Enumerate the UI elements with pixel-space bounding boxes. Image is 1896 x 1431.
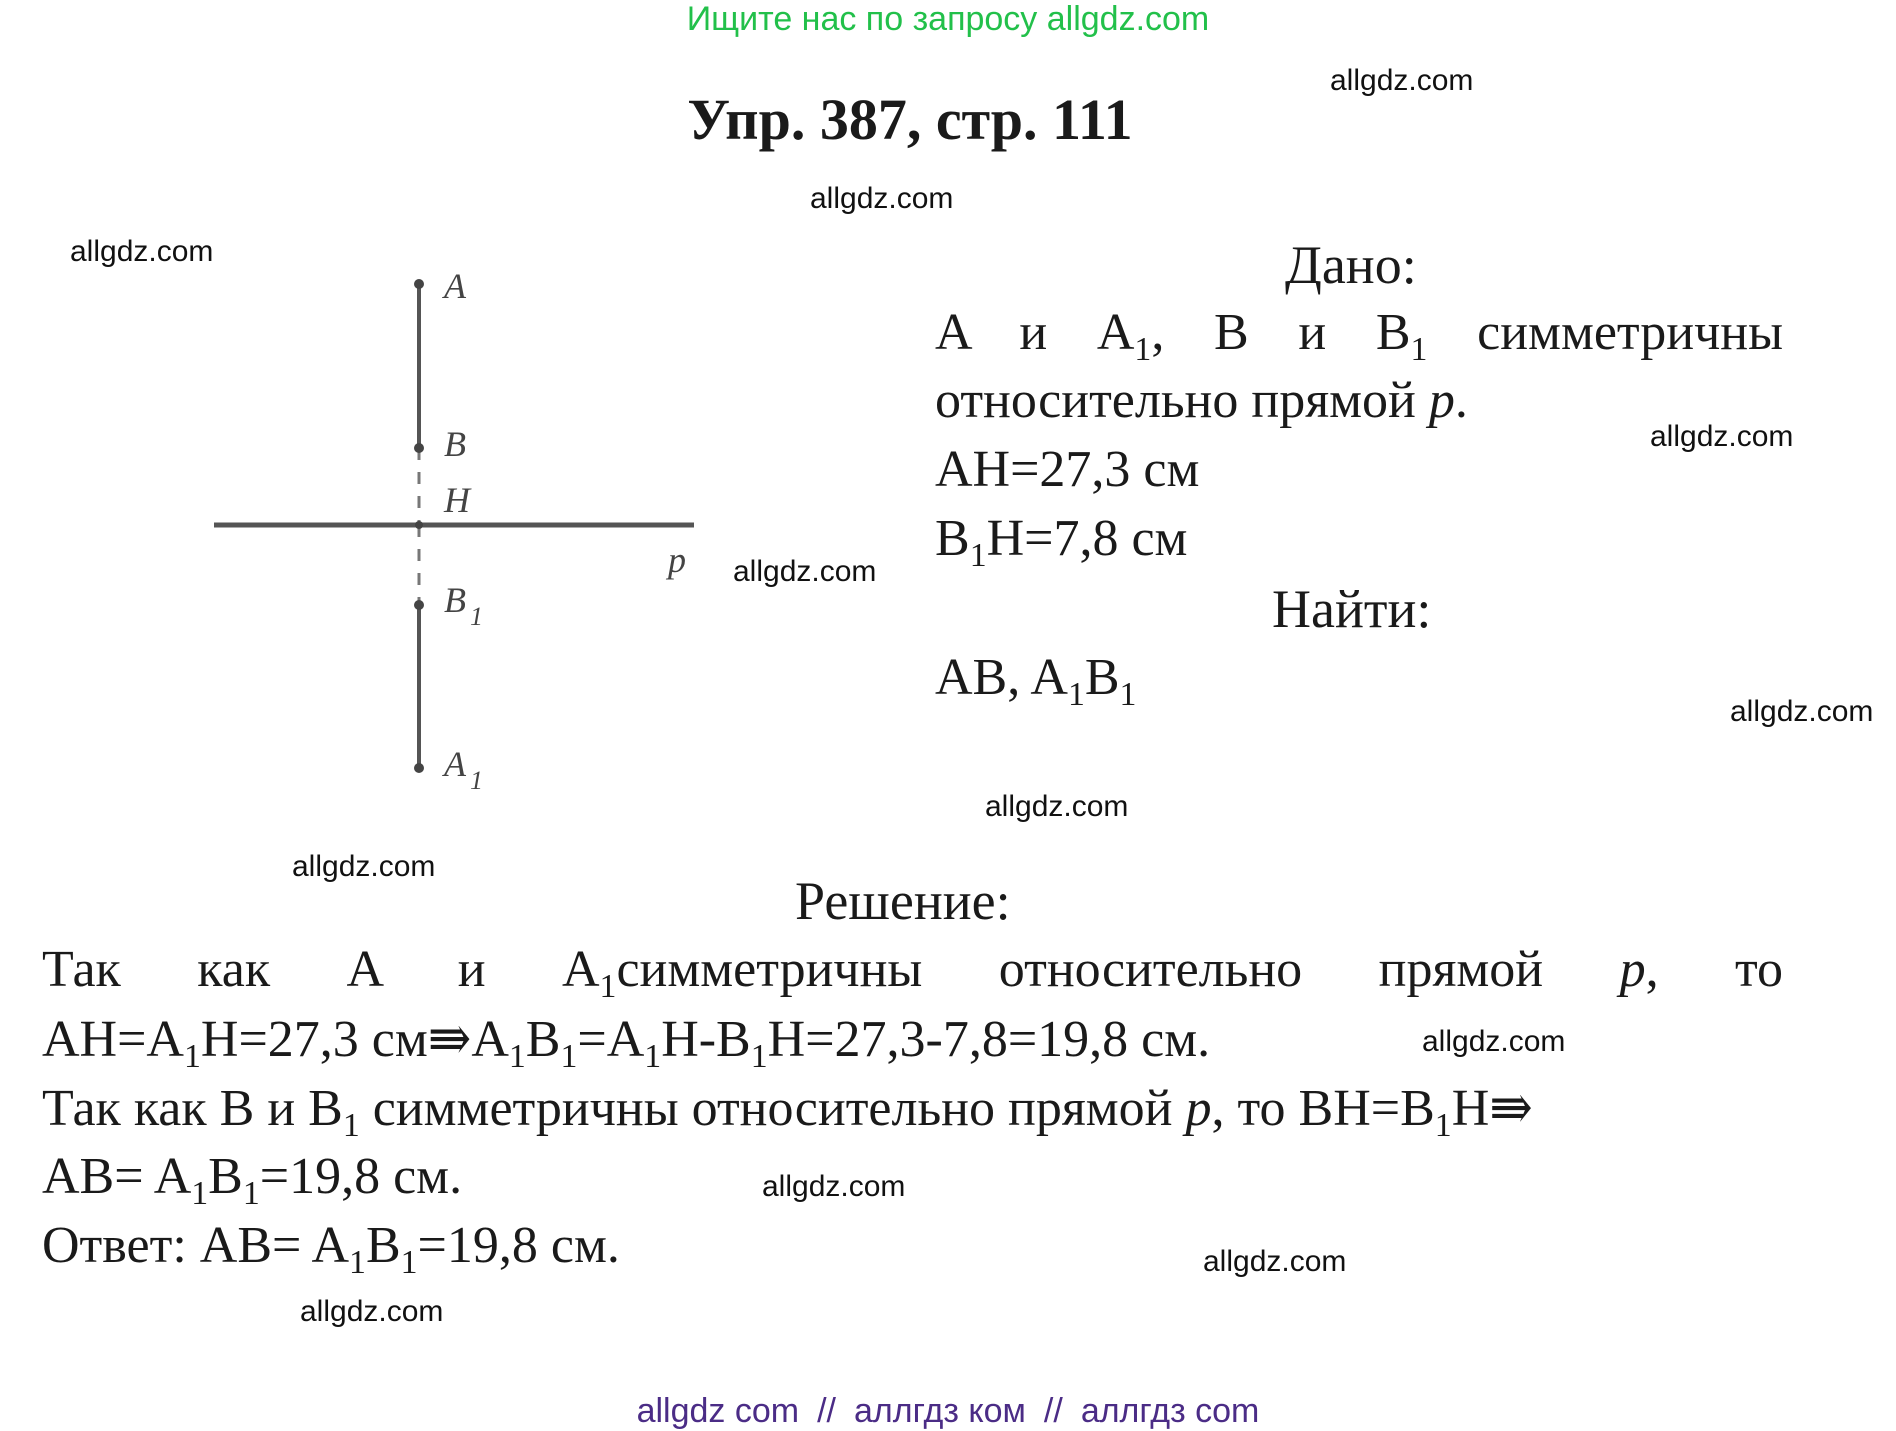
- footer-link[interactable]: аллгдз ком: [854, 1392, 1026, 1430]
- label-p: p: [668, 540, 686, 580]
- label-A: A: [444, 266, 466, 306]
- watermark: allgdz.com: [1730, 695, 1874, 728]
- footer-separator: //: [1043, 1392, 1063, 1430]
- point-B1: [414, 600, 424, 610]
- solution-line-4: $AB= A_1B_1=19,8$ см.: [42, 1148, 463, 1212]
- top-banner: Ищите нас по запросу allgdz.com: [686, 0, 1210, 38]
- watermark: allgdz.com: [985, 790, 1129, 823]
- footer-links: [0, 1392, 1896, 1431]
- given-heading: Дано:: [1285, 235, 1417, 295]
- point-A: [414, 279, 424, 289]
- given-ah: AH=27,3 см: [935, 441, 1200, 498]
- watermark: allgdz.com: [292, 850, 436, 883]
- watermark: allgdz.com: [1330, 64, 1474, 97]
- given-word: $B_1$: [1375, 304, 1428, 368]
- find-heading: Найти:: [1272, 579, 1432, 639]
- watermark: allgdz.com: [762, 1170, 906, 1203]
- watermark: allgdz.com: [1203, 1245, 1347, 1278]
- label-A1: A: [444, 744, 466, 784]
- watermark: allgdz.com: [733, 555, 877, 588]
- given-word: симметричны: [1477, 304, 1784, 361]
- find-items: AB, $A_1B_1$: [935, 649, 1137, 713]
- solution-heading: Решение:: [795, 871, 1011, 931]
- solution-line-1: Так как A и $A_1симметричны$ относительно прямой p, то: [42, 941, 1784, 1005]
- watermark: allgdz.com: [70, 235, 214, 268]
- given-word: и: [1298, 304, 1327, 361]
- given-line-1: [935, 303, 1784, 368]
- given-line-2: относительно прямой p.: [935, 372, 1468, 429]
- footer-link[interactable]: allgdz com: [636, 1392, 800, 1430]
- watermark: allgdz.com: [1422, 1025, 1566, 1058]
- page-title: Упр. 387, стр. 111: [687, 87, 1133, 152]
- footer-link[interactable]: аллгдз com: [1080, 1392, 1260, 1430]
- solution-line-2: $AH=A_1H=27,3$ $см⇛A_1B_1=A_1H-B_1H=27,3-7,8=19,8$ см.: [42, 1011, 1211, 1075]
- solution-line-3: Так как B и $B_1$ симметричны относительно прямой p, то $BH=B_1H⇛$: [42, 1080, 1533, 1144]
- given-word: A: [935, 304, 970, 361]
- given-word: B: [1214, 304, 1249, 361]
- label-H: H: [444, 480, 470, 520]
- point-A1: [414, 763, 424, 773]
- point-B: [414, 443, 424, 453]
- watermark: allgdz.com: [1650, 420, 1794, 453]
- given-word: $A_1$,: [1096, 304, 1165, 368]
- label-B: B: [444, 424, 466, 464]
- watermark: allgdz.com: [810, 182, 954, 215]
- label-B1-sub: 1: [470, 602, 483, 631]
- given-b1h: $B_1H=7,8$ см: [935, 510, 1188, 574]
- footer-separator: //: [817, 1392, 837, 1430]
- watermark: allgdz.com: [300, 1295, 444, 1328]
- label-A1-sub: 1: [470, 766, 483, 795]
- point-H: [415, 521, 423, 529]
- given-word: и: [1019, 304, 1048, 361]
- solution-answer: Ответ: $AB= A_1B_1=19,8$ см.: [42, 1217, 620, 1281]
- symmetry-figure: [200, 260, 720, 800]
- label-B1: B: [444, 580, 466, 620]
